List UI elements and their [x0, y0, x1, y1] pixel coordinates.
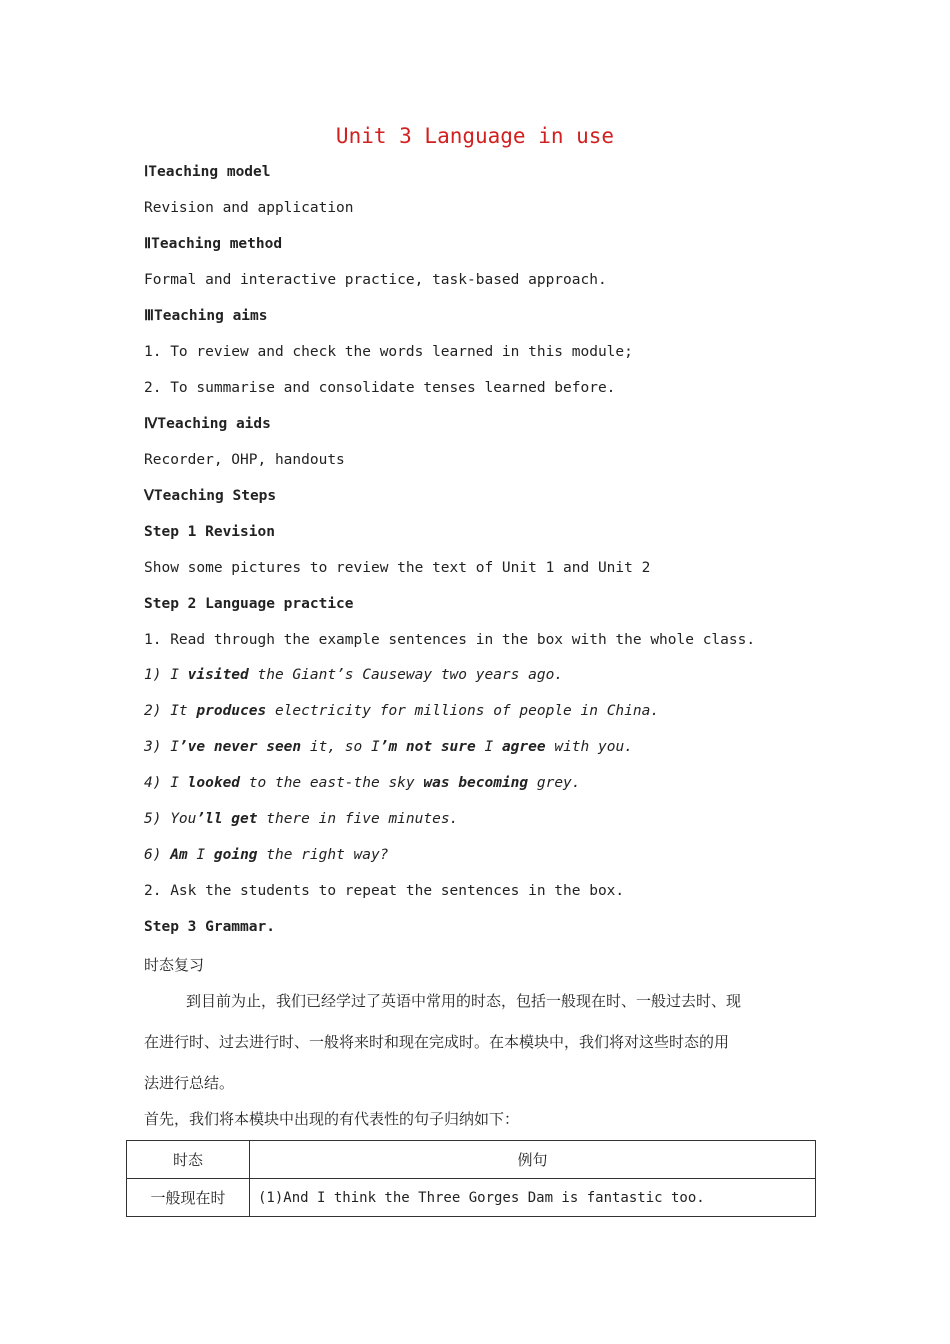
step3-heading: Step 3 Grammar.	[144, 919, 275, 935]
example-verb: ’ll get	[196, 811, 258, 827]
section-teaching-method-heading: ⅡTeaching method	[144, 236, 283, 252]
example-text: the Giant’s Causeway two years ago.	[248, 667, 564, 683]
step2-heading: Step 2 Language practice	[144, 596, 354, 612]
example-sentence	[144, 775, 581, 791]
section-teaching-aids-body: Recorder, OHP, handouts	[144, 452, 345, 468]
section-teaching-model-heading: ⅠTeaching model	[144, 164, 271, 180]
table-row	[127, 1179, 816, 1217]
section-teaching-steps-heading: ⅤTeaching Steps	[144, 488, 277, 504]
table-cell-tense: 一般现在时	[127, 1179, 250, 1217]
example-verb: visited	[187, 667, 249, 683]
step1-body: Show some pictures to review the text of Unit 1 and Unit 2	[144, 560, 651, 576]
table-header-example: 例句	[250, 1141, 816, 1179]
example-verb: Am	[170, 847, 188, 863]
example-text: 1) I	[144, 667, 188, 683]
example-text: 2) It	[144, 703, 197, 719]
grammar-paragraph: 法进行总结。	[144, 1074, 235, 1092]
example-sentence	[144, 667, 563, 683]
example-sentence	[144, 847, 388, 863]
example-text: the right way?	[257, 847, 389, 863]
step1-heading: Step 1 Revision	[144, 524, 275, 540]
example-verb: going	[213, 847, 258, 863]
step2-item: 2. Ask the students to repeat the sentences in the box.	[144, 883, 625, 899]
example-text: 3) I	[144, 739, 179, 755]
example-text: I	[187, 847, 214, 863]
table-header-row	[127, 1141, 816, 1179]
example-text: I	[475, 739, 502, 755]
grammar-paragraph: 在进行时、过去进行时、一般将来时和现在完成时。在本模块中，我们将对这些时态的用	[144, 1033, 730, 1051]
example-sentence	[144, 739, 633, 755]
example-text: 4) I	[144, 775, 188, 791]
example-text: with you.	[545, 739, 633, 755]
example-verb: ’m not sure	[379, 739, 476, 755]
example-text: 5) You	[144, 811, 197, 827]
example-text: electricity for millions of people in China.	[266, 703, 660, 719]
section-teaching-aids-heading: ⅣTeaching aids	[144, 416, 271, 432]
example-verb: produces	[196, 703, 267, 719]
grammar-paragraph: 首先，我们将本模块中出现的有代表性的句子归纳如下：	[144, 1110, 520, 1128]
example-text: to the east-the sky	[240, 775, 424, 791]
teaching-aim-item: 2. To summarise and consolidate tenses learned before.	[144, 380, 616, 396]
table-header-tense: 时态	[127, 1141, 250, 1179]
grammar-paragraph: 到目前为止，我们已经学过了英语中常用的时态，包括一般现在时、一般过去时、现	[186, 992, 742, 1010]
example-text: it, so I	[301, 739, 380, 755]
section-teaching-aims-heading: ⅢTeaching aims	[144, 308, 268, 324]
example-verb: was becoming	[423, 775, 529, 791]
example-text: 6)	[144, 847, 171, 863]
step3-subheading: 时态复习	[144, 956, 205, 974]
tense-table	[126, 1140, 816, 1217]
section-teaching-method-body: Formal and interactive practice, task-based approach.	[144, 272, 607, 288]
example-text: there in five minutes.	[257, 811, 459, 827]
table-cell-example: (1)And I think the Three Gorges Dam is fantastic too.	[250, 1179, 816, 1217]
example-verb: looked	[187, 775, 241, 791]
section-teaching-model-body: Revision and application	[144, 200, 354, 216]
page-title: Unit 3 Language in use	[335, 124, 615, 148]
teaching-aim-item: 1. To review and check the words learned in this module;	[144, 344, 633, 360]
step2-item: 1. Read through the example sentences in the box with the whole class.	[144, 632, 756, 648]
example-verb: agree	[501, 739, 546, 755]
example-sentence	[144, 703, 659, 719]
example-verb: ’ve never seen	[178, 739, 302, 755]
example-text: grey.	[528, 775, 581, 791]
example-sentence	[144, 811, 458, 827]
